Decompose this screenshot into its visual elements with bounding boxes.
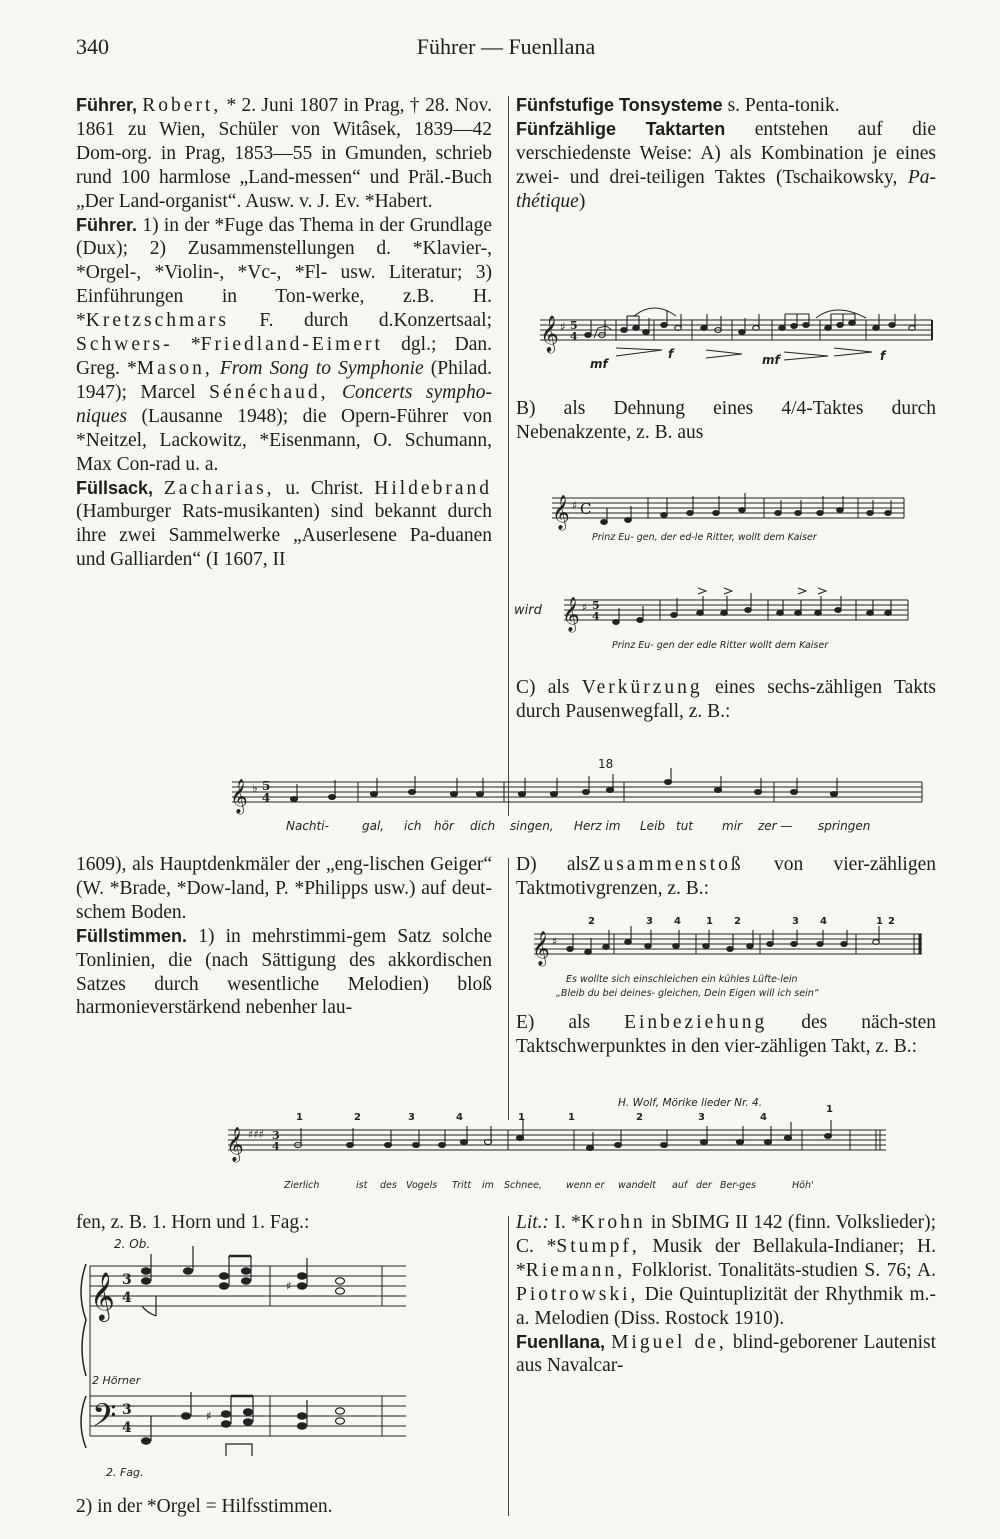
beat-number: 3 — [646, 916, 653, 927]
svg-text:mir: mir — [722, 819, 742, 833]
beat-number: 4 — [820, 916, 827, 927]
lemma: Füllstimmen. — [76, 925, 188, 946]
literature-block — [516, 1211, 936, 1378]
beat-number: 4 — [674, 916, 681, 927]
section-e-text: E) als Einbeziehung des näch-sten Taktschwerpunktes in den vier-zähligen Takt, z. B.: — [516, 1012, 936, 1057]
entry-fuhrer-guide: Führer. 1) in der *Fuge das Thema in der Grundlage (Dux); 2) Zusammenstellungen d. *Klavier-, *Orgel-, *Violin-, *Vc-, *Fl- usw. Literatur; 3) Einführungen in Ton-werke, z.B. H. *Kretzschmars F. durch d.Konzertsaal; Schwers- *Friedland-Eimert dgl.; Dan. Greg. *Mason, From Song to Symphonie (Philad. 1947); Marcel Sénéchaud, Concerts sympho-niques (Lausanne 1948); die Opern-Führer von *Neitzel, Lackowitz, *Eisenmann, O. Schumann, Max Con-rad u. a. — [76, 214, 493, 475]
svg-text:𝄞: 𝄞 — [226, 1127, 244, 1162]
svg-text:𝄞: 𝄞 — [562, 597, 580, 632]
svg-text:3: 3 — [272, 1129, 280, 1142]
beat-number: 2 — [734, 916, 741, 927]
svg-text:5: 5 — [570, 319, 578, 332]
svg-text:𝄞: 𝄞 — [90, 1271, 115, 1320]
lyric-line: Es wollte sich einschleichen ein kühles Lüfte-lein — [566, 974, 798, 985]
lyric-line: Prinz Eu- gen, der ed-le Ritter, wollt dem Kaiser — [592, 532, 817, 543]
music-example-f — [76, 1236, 416, 1494]
svg-text:3: 3 — [122, 1402, 132, 1418]
svg-text:Ber-ges: Ber-ges — [720, 1180, 757, 1191]
svg-text:ich: ich — [404, 819, 422, 833]
instrument-label: 2 Hörner — [92, 1374, 141, 1387]
dynamic-mark: mf — [762, 353, 780, 367]
lyric-line: „Bleib du bei deines- gleichen, Dein Eigen will ich sein“ — [556, 988, 819, 999]
beat-number: 1 — [518, 1112, 525, 1123]
svg-text:ist: ist — [356, 1180, 368, 1191]
lemma: Fünfzählige Taktarten — [516, 118, 726, 139]
section-b-text: B) als Dehnung eines 4/4-Taktes durch Nebenakzente, z. B. aus — [516, 398, 936, 443]
svg-text:♯: ♯ — [552, 935, 558, 948]
svg-text:♭: ♭ — [252, 781, 258, 795]
annotation-wird: wird — [514, 603, 542, 618]
running-title: Führer — Fuenllana — [416, 34, 596, 59]
instrument-label: 2. Ob. — [114, 1237, 151, 1251]
svg-text:singen,: singen, — [510, 819, 554, 833]
fen-line: fen, z. B. 1. Horn und 1. Fag.: — [76, 1212, 310, 1233]
dynamic-mark: f — [880, 349, 886, 363]
music-example-a — [536, 298, 936, 374]
music-example-e — [220, 1090, 920, 1202]
column-rule-top — [508, 96, 509, 816]
right-column-top — [516, 94, 936, 214]
measure-number: 18 — [598, 757, 614, 771]
svg-text:𝄞: 𝄞 — [540, 314, 559, 352]
entry-fuhrer-robert: Führer, Robert, * 2. Juni 1807 in Prag, † 28. Nov. 1861 zu Wien, Schüler von Witâsek, 1839—42 Dom-org. in Prag, 1853—55 in Gmunden, schrieb rund 100 harmlose „Land-messen“ und Präl.-Buch „Der Land-organist“. Ausw. v. J. Ev. *Habert. — [76, 95, 492, 212]
entry-literature: Lit.: I. *Krohn in SbIMG II 142 (finn. Volkslieder); C. *Stumpf, Musik der Bellakula-Indianer; H. *Riemann, Folklorist. Tonalitäts-studien S. 76; A. Piotrowski, Die Quintuplizität der Rhythmik m.-a. Melodien (Diss. Rostock 1910). — [516, 1212, 936, 1329]
lemma: Füllsack, — [76, 477, 154, 498]
lemma: Fuenllana, — [516, 1331, 606, 1352]
svg-text:zer —: zer — — [758, 819, 793, 833]
beat-number: 1 — [568, 1112, 575, 1123]
lyric-line: Prinz Eu- gen der edle Ritter wollt dem Kaiser — [612, 640, 829, 651]
entry-fuenllana: Fuenllana, Miguel de, blind-geborener Lautenist aus Navalcar- — [516, 1331, 937, 1377]
column-rule-middle — [508, 858, 509, 1120]
beat-number: 4 — [760, 1112, 767, 1123]
beat-number: 1 — [296, 1112, 303, 1123]
beat-number: 1 — [706, 916, 713, 927]
svg-text:𝄞: 𝄞 — [552, 495, 570, 530]
beat-number: 3 — [792, 916, 799, 927]
svg-text:Tritt: Tritt — [452, 1180, 472, 1191]
beat-number: 2 — [636, 1112, 643, 1123]
lemma: Führer, — [76, 95, 138, 115]
svg-text:4: 4 — [122, 1420, 132, 1436]
music-example-d — [530, 912, 930, 1006]
page-number: 340 — [76, 34, 109, 59]
svg-text:Höh': Höh' — [792, 1180, 814, 1191]
svg-text:𝄞: 𝄞 — [532, 931, 550, 966]
instrument-label: 2. Fag. — [106, 1466, 144, 1479]
svg-text:hör: hör — [434, 819, 454, 833]
svg-text:♯: ♯ — [582, 601, 588, 614]
lemma: Führer. — [76, 214, 138, 235]
svg-text:♯: ♯ — [560, 320, 566, 334]
svg-text:Zierlich: Zierlich — [284, 1180, 320, 1191]
svg-text:♯: ♯ — [286, 1279, 292, 1293]
svg-text:Nachti-: Nachti- — [286, 819, 329, 833]
svg-text:𝄢: 𝄢 — [92, 1397, 117, 1441]
beat-number: 1 — [826, 1104, 833, 1115]
beat-number: 2 — [354, 1112, 361, 1123]
svg-text:wandelt: wandelt — [618, 1180, 656, 1191]
svg-text:5: 5 — [262, 779, 271, 793]
svg-text:𝄞: 𝄞 — [230, 779, 248, 814]
svg-text:4: 4 — [570, 330, 578, 343]
entry-fullsack: Füllsack, Zacharias, u. Christ. Hildebrand (Hamburger Rats-musikanten) sind bekannt durch ihre zwei Sammelwerke „Auserlesene Pa-duanen und Galliarden“ (I 1607, II — [76, 477, 492, 571]
svg-text:gal,: gal, — [362, 819, 385, 833]
svg-text:im: im — [482, 1180, 494, 1191]
svg-text:4: 4 — [272, 1140, 280, 1153]
svg-text:Herz im: Herz im — [574, 819, 621, 833]
column-rule-bottom — [508, 1216, 509, 1516]
svg-text:springen: springen — [818, 819, 871, 833]
music-example-b1 — [548, 478, 908, 548]
beat-number: 1 — [876, 916, 883, 927]
section-c-text: C) als Verkürzung eines sechs-zähligen Takts durch Pausenwegfall, z. B.: — [516, 677, 936, 722]
source-reference: H. Wolf, Mörike lieder Nr. 4. — [618, 1097, 763, 1109]
beat-number: 2 — [588, 916, 595, 927]
svg-text:Vogels: Vogels — [406, 1180, 438, 1191]
entry-fullstimmen: Füllstimmen. 1) in mehrstimmi-gem Satz solche Tonlinien, die (nach Sättigung des akkordischen Satzes durch wesentliche Melodien) bloß harmonieverstärkend nebenher lau- — [76, 925, 492, 1019]
svg-text:auf: auf — [672, 1180, 688, 1191]
left-column-middle — [76, 853, 492, 1020]
svg-text:♯♯♯: ♯♯♯ — [248, 1128, 264, 1141]
svg-text:C: C — [580, 500, 592, 518]
page-header — [76, 34, 936, 68]
svg-text:♯: ♯ — [572, 499, 578, 512]
entry-funfzahlige: Fünfzählige Taktarten entstehen auf die verschiedenste Weise: A) als Kombination je eines zwei- und drei-teiligen Taktes (Tschaikowsky, Pa-thétique) — [516, 118, 936, 212]
svg-text:4: 4 — [592, 610, 600, 623]
music-example-b2 — [512, 578, 912, 654]
svg-text:5: 5 — [592, 599, 600, 612]
svg-text:wenn er: wenn er — [566, 1180, 605, 1191]
dynamic-mark: f — [668, 347, 674, 361]
svg-text:4: 4 — [122, 1290, 132, 1306]
entry-funfstufige: Fünfstufige Tonsysteme s. Penta-tonik. — [516, 95, 840, 116]
svg-text:4: 4 — [262, 791, 271, 805]
section-d-text: D) alsZusammenstoß von vier-zähligen Taktmotivgrenzen, z. B.: — [516, 854, 936, 899]
entry-fullsack-continued: 1609), als Hauptdenkmäler der „eng-lischen Geiger“ (W. *Brade, *Dow-land, P. *Philipps usw.) auf deut-schem Boden. — [76, 854, 492, 923]
lyric-line — [286, 819, 870, 833]
svg-text:3: 3 — [122, 1272, 132, 1288]
orgel-line: 2) in der *Orgel = Hilfsstimmen. — [76, 1496, 333, 1517]
beat-number: 4 — [456, 1112, 463, 1123]
svg-text:Leib: Leib — [640, 819, 666, 833]
svg-text:Schnee,: Schnee, — [504, 1180, 543, 1191]
dynamic-mark: mf — [590, 357, 608, 371]
left-column-top — [76, 94, 492, 572]
music-example-c — [228, 754, 928, 840]
beat-number: 2 — [888, 916, 895, 927]
svg-text:tut: tut — [676, 819, 694, 833]
svg-text:des: des — [380, 1180, 397, 1191]
svg-text:dich: dich — [470, 819, 496, 833]
beat-number: 3 — [408, 1112, 415, 1123]
svg-text:♯: ♯ — [206, 1409, 212, 1423]
beat-number: 3 — [698, 1112, 705, 1123]
svg-text:der: der — [696, 1180, 712, 1191]
lemma: Fünfstufige Tonsysteme — [516, 95, 723, 115]
